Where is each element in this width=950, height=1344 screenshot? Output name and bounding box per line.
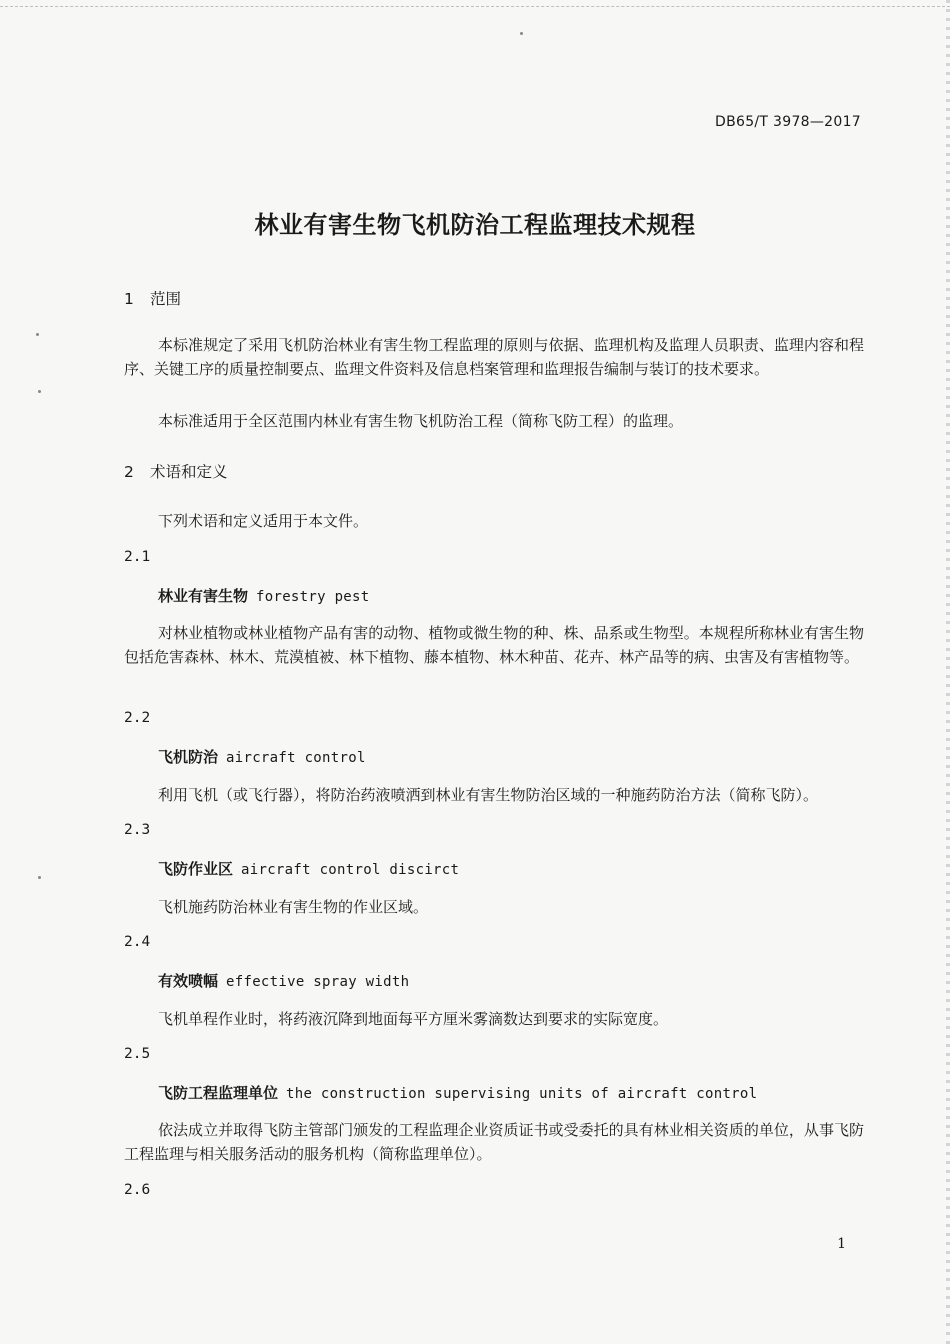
scan-speck xyxy=(520,32,523,35)
paragraph: 本标准适用于全区范围内林业有害生物飞机防治工程（简称飞防工程）的监理。 xyxy=(158,412,684,430)
term-zh: 飞防作业区 xyxy=(158,860,234,878)
paragraph: 下列术语和定义适用于本文件。 xyxy=(158,512,369,530)
section-number: 1 xyxy=(124,290,134,308)
section-title: 范围 xyxy=(150,290,182,308)
term-heading xyxy=(158,585,370,606)
scan-speck xyxy=(38,390,41,393)
scan-edge-top xyxy=(0,0,950,7)
term-definition: 飞机施药防治林业有害生物的作业区域。 xyxy=(158,898,429,916)
term-zh: 林业有害生物 xyxy=(158,587,249,605)
paragraph: 本标准规定了采用飞机防治林业有害生物工程监理的原则与依据、监理机构及监理人员职责、监理内容和程序、关键工序的质量控制要点、监理文件资料及信息档案管理和监理报告编制与装订的技术要求。 xyxy=(124,336,864,378)
term-en: effective spray width xyxy=(226,974,410,990)
section-number: 2 xyxy=(124,463,134,481)
term-definition: 飞机单程作业时，将药液沉降到地面每平方厘米雾滴数达到要求的实际宽度。 xyxy=(158,1010,669,1028)
term-en: aircraft control discirct xyxy=(241,862,460,878)
page-number: 1 xyxy=(837,1236,846,1252)
clause-number: 2.3 xyxy=(124,822,151,838)
term-en: the construction supervising units of aircraft control xyxy=(286,1086,758,1102)
term-heading xyxy=(158,746,366,767)
term-heading xyxy=(158,1082,757,1103)
clause-number: 2.4 xyxy=(124,934,151,950)
clause-number: 2.2 xyxy=(124,710,151,726)
term-zh: 飞机防治 xyxy=(158,748,219,766)
term-heading xyxy=(158,858,459,879)
document-number: DB65/T 3978—2017 xyxy=(715,114,861,130)
term-definition: 依法成立并取得飞防主管部门颁发的工程监理企业资质证书或受委托的具有林业相关资质的单位，从事飞防工程监理与相关服务活动的服务机构（简称监理单位）。 xyxy=(124,1121,864,1163)
term-en: forestry pest xyxy=(256,589,370,605)
clause-number: 2.5 xyxy=(124,1046,151,1062)
clause-number: 2.1 xyxy=(124,549,151,565)
term-en: aircraft control xyxy=(226,750,366,766)
term-definition: 对林业植物或林业植物产品有害的动物、植物或微生物的种、株、品系或生物型。本规程所称林业有害生物包括危害森林、林木、荒漠植被、林下植物、藤本植物、林木种苗、花卉、林产品等的病、虫害及有害植物等。 xyxy=(124,624,864,666)
term-zh: 飞防工程监理单位 xyxy=(158,1084,279,1102)
scan-speck xyxy=(38,876,41,879)
scan-edge-right xyxy=(946,0,950,1344)
document-title: 林业有害生物飞机防治工程监理技术规程 xyxy=(254,211,696,239)
clause-number: 2.6 xyxy=(124,1182,151,1198)
section-heading-1 xyxy=(124,287,181,309)
section-title: 术语和定义 xyxy=(150,463,228,481)
term-definition: 利用飞机（或飞行器），将防治药液喷洒到林业有害生物防治区域的一种施药防治方法（简称飞防）。 xyxy=(158,786,819,804)
section-heading-2 xyxy=(124,460,228,482)
scan-speck xyxy=(36,333,39,336)
term-zh: 有效喷幅 xyxy=(158,972,219,990)
term-heading xyxy=(158,970,409,991)
